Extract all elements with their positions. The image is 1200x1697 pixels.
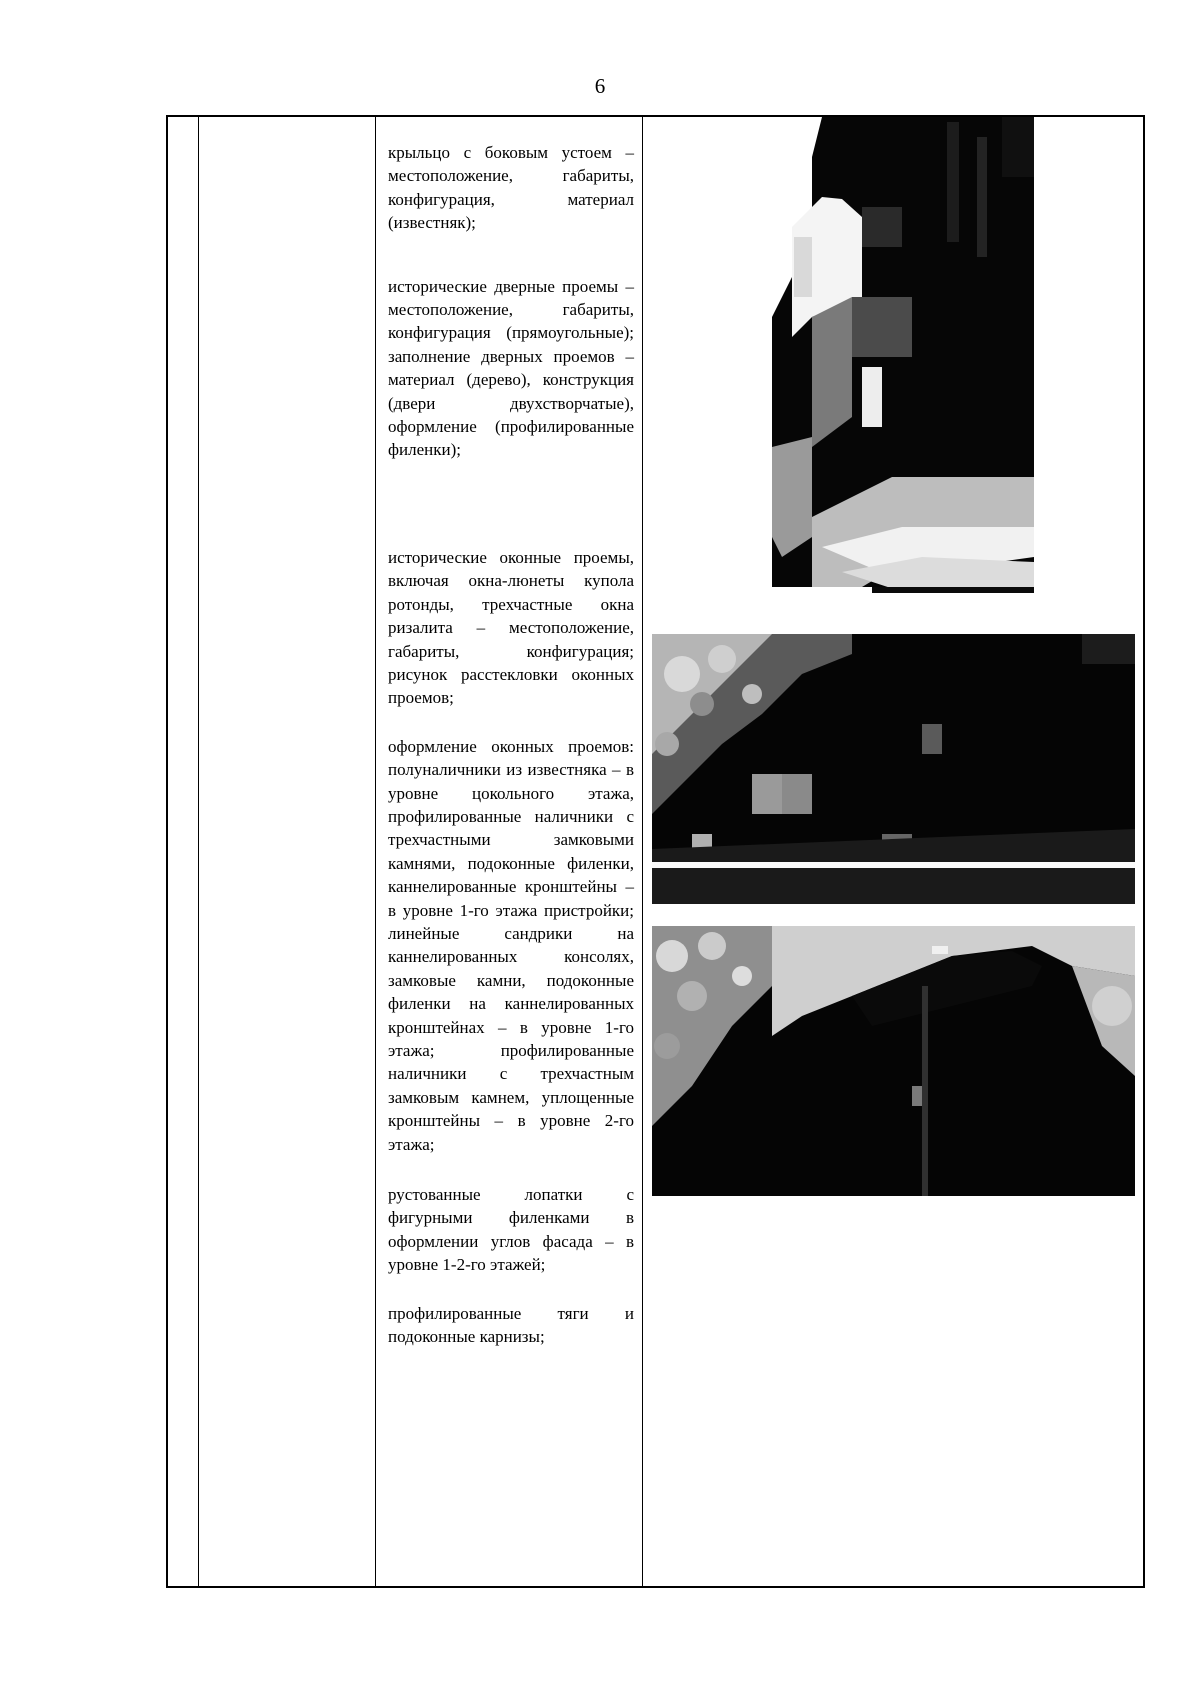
window-decoration-description: оформление оконных проемов: полуналичники из известняка – в уровне цокольного этажа, профилированные наличники с трехчастными замковыми камнями, подоконные филенки, каннелированные кронштейны – в уровне 1-го этажа пристройки; линейные сандрики на каннелированных консолях, замковые камни, подоконные филенки на каннелированных кронштейнах – в уровне 1-го этажа; профилированные наличники с трехчастным замковым камнем, уплощенные кронштейны – в уровне 2-го этажа; (388, 736, 634, 1154)
column-divider (375, 117, 376, 1586)
description-column (388, 141, 634, 1348)
photo-facade (652, 634, 1135, 904)
facade-image (652, 634, 1135, 904)
subject-table (166, 115, 1145, 1588)
cornices-description: профилированные тяги и подоконные карнизы; (388, 1303, 634, 1347)
portico-image (752, 117, 1034, 611)
photo-portico (752, 117, 1034, 611)
pilasters-description: рустованные лопатки с фигурными филенками в оформлении углов фасада – в уровне 1-2-го этажей; (388, 1185, 634, 1275)
door-openings-description: исторические дверные проемы – местоположение, габариты, конфигурация (прямоугольные); заполнение дверных проемов – материал (дерево), конструкция (двери двухстворчатые), оформление (профилированные филенки); (388, 276, 634, 460)
page-number: 6 (594, 74, 606, 98)
photo-corner (652, 926, 1135, 1196)
porch-description: крыльцо с боковым устоем – местоположение, габариты, конфигурация, материал (известняк); (388, 143, 634, 233)
window-openings-description: исторические оконные проемы, включая окна-люнеты купола ротонды, трехчастные окна ризалита – местоположение, габариты, конфигурация; рисунок расстекловки оконных проемов; (388, 547, 634, 708)
column-divider (198, 117, 199, 1586)
corner-image (652, 926, 1135, 1196)
column-divider (642, 117, 643, 1586)
